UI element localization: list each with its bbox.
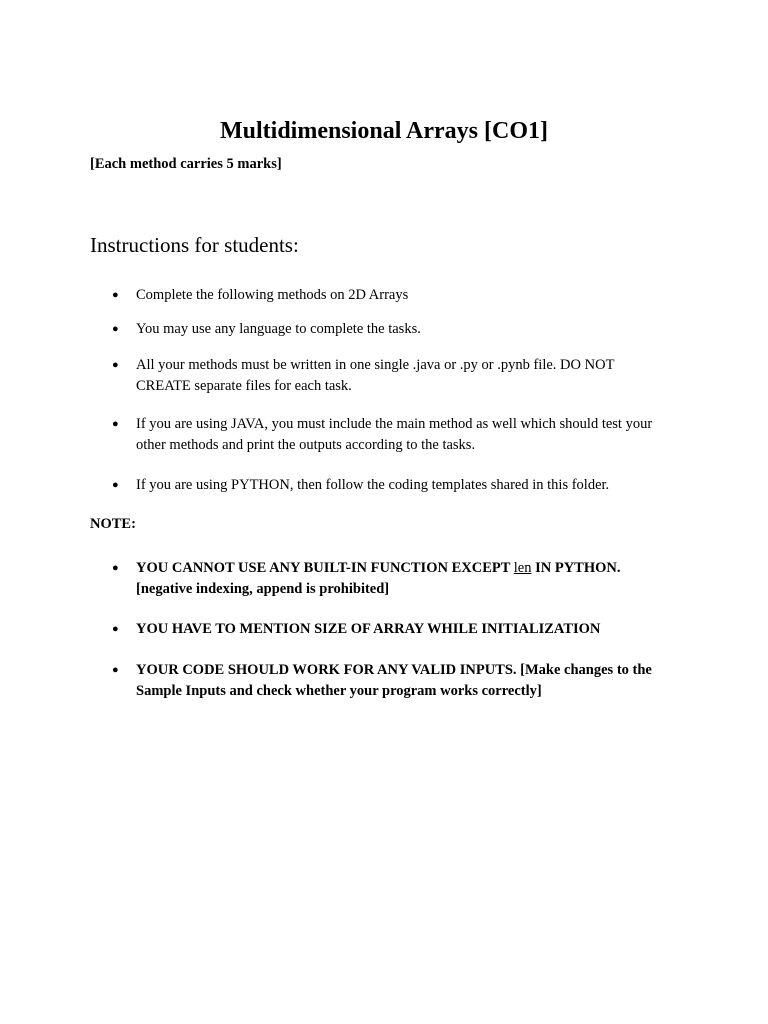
note-text (136, 558, 666, 600)
bullet-icon: ● (112, 664, 119, 676)
bullet-icon: ● (112, 623, 119, 635)
bullet-icon: ● (112, 323, 119, 335)
note-label: NOTE: (90, 516, 136, 532)
instruction-text: You may use any language to complete the tasks. (136, 321, 421, 337)
instruction-text: If you are using PYTHON, then follow the coding templates shared in this folder. (136, 477, 610, 493)
instruction-text: If you are using JAVA, you must include the main method as well which should test your other methods and print the outputs according to the tasks. (136, 416, 653, 453)
note-text-after: IN PYTHON. [negative indexing, append is prohibited] (136, 560, 621, 597)
bullet-icon: ● (112, 562, 119, 574)
instructions-heading: Instructions for students: (90, 233, 299, 257)
bullet-icon: ● (112, 479, 119, 491)
instruction-text: Complete the following methods on 2D Arrays (136, 287, 409, 303)
instruction-text: All your methods must be written in one single .java or .py or .pynb file. DO NOT CREATE separate files for each task. (136, 357, 615, 394)
note-text: YOUR CODE SHOULD WORK FOR ANY VALID INPUTS. [Make changes to the Sample Inputs and check whether your program works correctly] (136, 662, 652, 699)
note-text: YOU HAVE TO MENTION SIZE OF ARRAY WHILE INITIALIZATION (136, 621, 601, 637)
bullet-icon: ● (112, 289, 119, 301)
note-text-before: YOU CANNOT USE ANY BUILT-IN FUNCTION EXCEPT (136, 560, 514, 576)
bullet-icon: ● (112, 359, 119, 371)
page-title: Multidimensional Arrays [CO1] (220, 118, 548, 144)
bullet-icon: ● (112, 418, 119, 430)
marks-subtitle: [Each method carries 5 marks] (90, 156, 282, 172)
len-keyword: len (513, 560, 532, 576)
